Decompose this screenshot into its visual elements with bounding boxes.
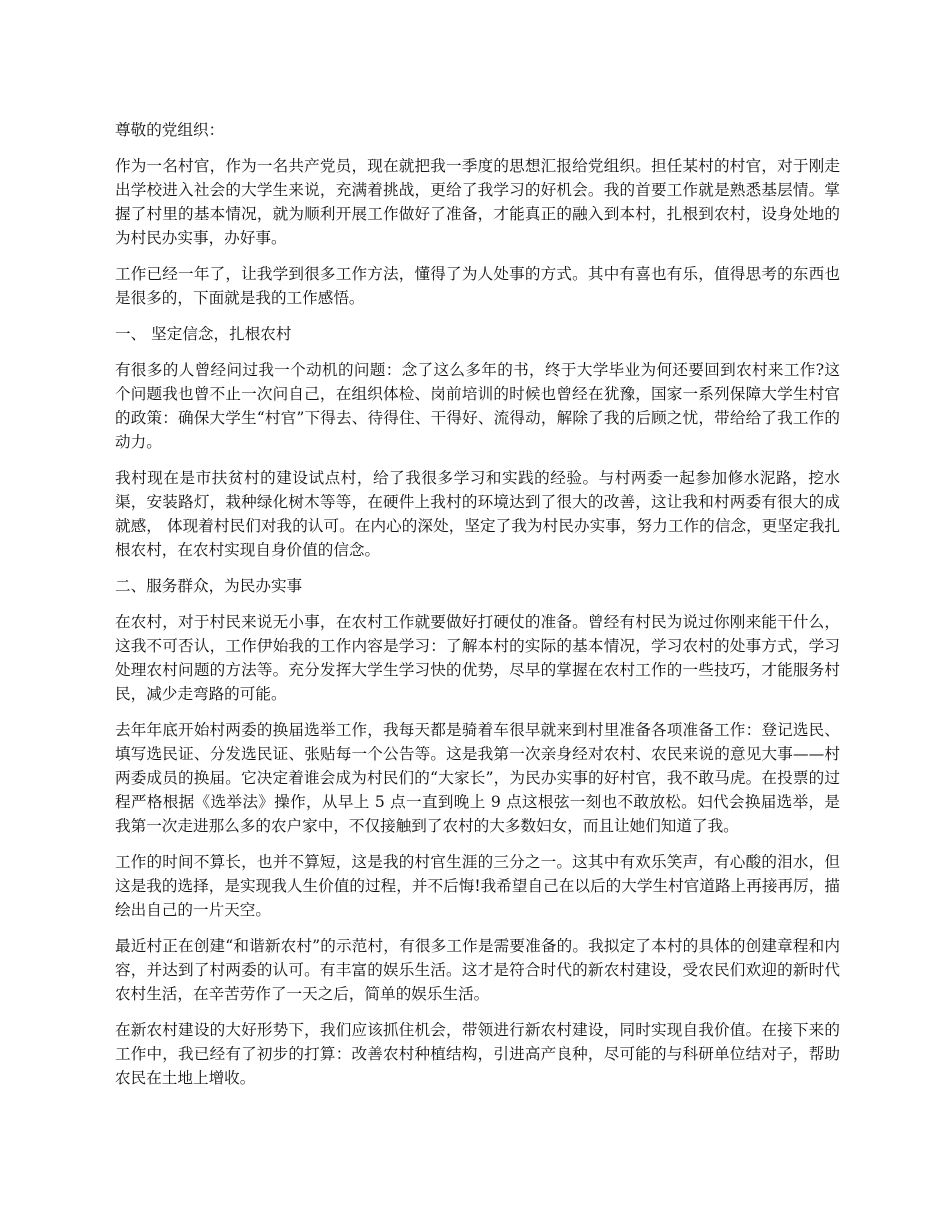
paragraph-plans: 在新农村建设的大好形势下，我们应该抓住机会，带领进行新农村建设，同时实现自我价值。在接下来的工作中，我已经有了初步的打算：改善农村种植结构，引进高产良种，尽可能的与科研单位结对子，帮助农民在土地上增收。 [115, 1021, 840, 1087]
paragraph-learning: 在农村，对于村民来说无小事，在农村工作就要做好打硬仗的准备。曾经有村民为说过你刚来能干什么，这我不可否认，工作伊始我的工作内容是学习：了解本村的实际的基本情况，学习农村的处事方式，学习处理农村问题的方法等。充分发挥大学生学习快的优势，尽早的掌握在农村工作的一些技巧，才能服务村民，减少走弯路的可能。 [115, 613, 840, 703]
section-heading-1: 一、 坚定信念，扎根农村 [115, 325, 292, 343]
paragraph-reflection: 工作的时间不算长，也并不算短，这是我的村官生涯的三分之一。这其中有欢乐笑声，有心酸的泪水，但这是我的选择，是实现我人生价值的过程，并不后悔!我希望自己在以后的大学生村官道路上再接再厉，描绘出自己的一片天空。 [115, 853, 840, 919]
document-page [115, 118, 840, 1102]
salutation: 尊敬的党组织： [115, 121, 225, 139]
paragraph-harmonious-village: 最近村正在创建“和谐新农村”的示范村，有很多工作是需要准备的。我拟定了本村的具体的创建章程和内容，并达到了村两委的认可。有丰富的娱乐生活。这才是符合时代的新农村建设，受农民们欢迎的新时代农村生活，在辛苦劳作了一天之后，简单的娱乐生活。 [115, 937, 840, 1003]
paragraph-election: 去年年底开始村两委的换届选举工作，我每天都是骑着车很早就来到村里准备各项准备工作：登记选民、填写选民证、分发选民证、张贴每一个公告等。这是我第一次亲身经对农村、农民来说的意见大事——村两委成员的换届。它决定着谁会成为村民们的“大家长”，为民办实事的好村官，我不敢马虎。在投票的过程严格根据《选举法》操作，从早上 5 点一直到晚上 9 点这根弦一刻也不敢放松。妇代会换届选举，是我第一次走进那么多的农户家中，不仅接触到了农村的大多数妇女，而且让她们知道了我。 [115, 721, 840, 835]
paragraph-pilot-village: 我村现在是市扶贫村的建设试点村，给了我很多学习和实践的经验。与村两委一起参加修水泥路，挖水渠，安装路灯，栽种绿化树木等等，在硬件上我村的环境达到了很大的改善，这让我和村两委有很大的成就感， 体现着村民们对我的认可。在内心的深处，坚定了我为村民办实事，努力工作的信念，更坚定我扎根农村，在农村实现自身价值的信念。 [115, 469, 840, 559]
paragraph-motivation: 有很多的人曾经问过我一个动机的问题：念了这么多年的书，终于大学毕业为何还要回到农村来工作?这个问题我也曾不止一次问自己，在组织体检、岗前培训的时候也曾经在犹豫，国家一系列保障大学生村官的政策：确保大学生“村官”下得去、待得住、干得好、流得动，解除了我的后顾之忧，带给给了我工作的动力。 [115, 361, 840, 451]
section-heading-2: 二、服务群众，为民办实事 [115, 577, 303, 595]
paragraph-intro: 作为一名村官，作为一名共产党员，现在就把我一季度的思想汇报给党组织。担任某村的村官，对于刚走出学校进入社会的大学生来说，充满着挑战，更给了我学习的好机会。我的首要工作就是熟悉基层情。掌握了村里的基本情况，就为顺利开展工作做好了准备，才能真正的融入到本村，扎根到农村，设身处地的为村民办实事，办好事。 [115, 157, 840, 247]
paragraph-overview: 工作已经一年了，让我学到很多工作方法，懂得了为人处事的方式。其中有喜也有乐，值得思考的东西也是很多的，下面就是我的工作感悟。 [115, 265, 840, 307]
